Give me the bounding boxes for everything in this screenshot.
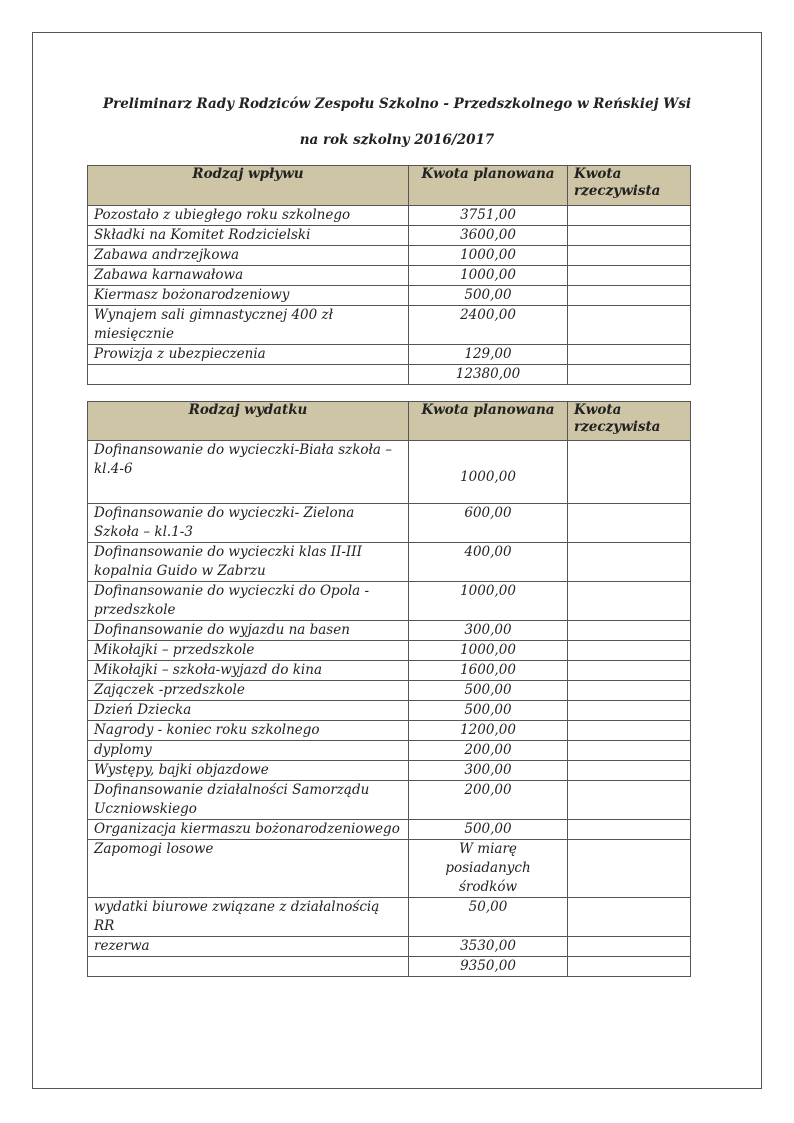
expense-cell-actual	[568, 504, 691, 543]
expense-cell-actual	[568, 898, 691, 937]
income-row	[88, 226, 691, 246]
income-cell-actual	[568, 286, 691, 306]
expense-row	[88, 582, 691, 621]
expense-row	[88, 741, 691, 761]
income-row	[88, 345, 691, 365]
expense-cell-type	[88, 957, 409, 977]
expense-cell-planned: 1000,00	[409, 641, 568, 661]
expense-cell-planned: 400,00	[409, 543, 568, 582]
expense-cell-type: wydatki biurowe związane z działalnością RR	[88, 898, 409, 937]
income-row	[88, 206, 691, 226]
income-cell-type: Zabawa karnawałowa	[88, 266, 409, 286]
expense-cell-actual	[568, 641, 691, 661]
expense-header-row	[88, 402, 691, 441]
income-cell-type: Wynajem sali gimnastycznej 400 zł miesięcznie	[88, 306, 409, 345]
expense-cell-planned: 50,00	[409, 898, 568, 937]
income-row	[88, 286, 691, 306]
income-cell-planned: 1000,00	[409, 246, 568, 266]
expense-row	[88, 504, 691, 543]
expense-row	[88, 721, 691, 741]
income-cell-actual	[568, 306, 691, 345]
income-row	[88, 246, 691, 266]
expense-cell-planned: 200,00	[409, 781, 568, 820]
expense-cell-type: Dofinansowanie do wycieczki klas II-III kopalnia Guido w Zabrzu	[88, 543, 409, 582]
expense-cell-planned: 1200,00	[409, 721, 568, 741]
expense-cell-type: rezerwa	[88, 937, 409, 957]
expense-row	[88, 761, 691, 781]
income-cell-actual	[568, 345, 691, 365]
expense-cell-planned: 500,00	[409, 820, 568, 840]
document-title: Preliminarz Rady Rodziców Zespołu Szkolno - Przedszkolnego w Reńskiej Wsi	[102, 96, 692, 112]
expense-row	[88, 781, 691, 820]
expense-cell-planned: 500,00	[409, 701, 568, 721]
expense-cell-planned: 1600,00	[409, 661, 568, 681]
income-row	[88, 306, 691, 345]
income-cell-actual	[568, 206, 691, 226]
expense-header-actual: Kwota rzeczywista	[568, 402, 691, 441]
expense-row	[88, 441, 691, 504]
expense-row	[88, 621, 691, 641]
income-cell-actual	[568, 246, 691, 266]
income-cell-type: Pozostało z ubiegłego roku szkolnego	[88, 206, 409, 226]
expense-cell-actual	[568, 761, 691, 781]
expense-cell-actual	[568, 661, 691, 681]
income-cell-planned: 3751,00	[409, 206, 568, 226]
income-cell-planned: 3600,00	[409, 226, 568, 246]
expense-row	[88, 701, 691, 721]
expense-cell-actual	[568, 721, 691, 741]
income-cell-planned: 12380,00	[409, 365, 568, 385]
expense-cell-actual	[568, 781, 691, 820]
income-cell-planned: 500,00	[409, 286, 568, 306]
document-subtitle: na rok szkolny 2016/2017	[299, 132, 495, 148]
expense-cell-actual	[568, 957, 691, 977]
expense-cell-actual	[568, 741, 691, 761]
income-header-row	[88, 166, 691, 206]
income-table	[87, 165, 691, 385]
expense-cell-planned: 3530,00	[409, 937, 568, 957]
expense-cell-type: Dzień Dziecka	[88, 701, 409, 721]
expense-cell-type: Dofinansowanie do wyjazdu na basen	[88, 621, 409, 641]
expense-cell-actual	[568, 582, 691, 621]
expense-cell-planned: 200,00	[409, 741, 568, 761]
expense-cell-type: Mikołajki – przedszkole	[88, 641, 409, 661]
income-cell-type	[88, 365, 409, 385]
expense-row	[88, 543, 691, 582]
income-cell-actual	[568, 266, 691, 286]
expense-row	[88, 681, 691, 701]
expense-cell-type: Organizacja kiermaszu bożonarodzeniowego	[88, 820, 409, 840]
income-row	[88, 266, 691, 286]
income-cell-planned: 2400,00	[409, 306, 568, 345]
expense-cell-actual	[568, 543, 691, 582]
income-cell-type: Prowizja z ubezpieczenia	[88, 345, 409, 365]
income-header-actual: Kwota rzeczywista	[568, 166, 691, 206]
income-header-type: Rodzaj wpływu	[88, 166, 409, 206]
expense-row	[88, 937, 691, 957]
income-cell-planned: 129,00	[409, 345, 568, 365]
income-cell-actual	[568, 365, 691, 385]
expense-cell-planned: 500,00	[409, 681, 568, 701]
expense-cell-type: Nagrody - koniec roku szkolnego	[88, 721, 409, 741]
expense-cell-type: Występy, bajki objazdowe	[88, 761, 409, 781]
expense-row	[88, 898, 691, 937]
expense-header-type: Rodzaj wydatku	[88, 402, 409, 441]
expense-table	[87, 401, 691, 977]
expense-cell-actual	[568, 681, 691, 701]
expense-cell-actual	[568, 621, 691, 641]
expense-cell-planned: 9350,00	[409, 957, 568, 977]
income-cell-type: Składki na Komitet Rodzicielski	[88, 226, 409, 246]
expense-cell-planned: 300,00	[409, 761, 568, 781]
expense-cell-actual	[568, 840, 691, 898]
expense-cell-type: Dofinansowanie do wycieczki-Biała szkoła – kl.4-6	[88, 441, 409, 504]
expense-row	[88, 820, 691, 840]
expense-cell-planned: 600,00	[409, 504, 568, 543]
expense-cell-planned: 1000,00	[409, 582, 568, 621]
expense-cell-type: Mikołajki – szkoła-wyjazd do kina	[88, 661, 409, 681]
expense-cell-planned: W miarę posiadanych środków	[409, 840, 568, 898]
expense-cell-type: Dofinansowanie działalności Samorządu Uczniowskiego	[88, 781, 409, 820]
expense-cell-type: dyplomy	[88, 741, 409, 761]
expense-row	[88, 957, 691, 977]
expense-cell-actual	[568, 937, 691, 957]
income-cell-actual	[568, 226, 691, 246]
expense-row	[88, 661, 691, 681]
income-row	[88, 365, 691, 385]
expense-cell-type: Dofinansowanie do wycieczki do Opola - przedszkole	[88, 582, 409, 621]
expense-cell-type: Zajączek -przedszkole	[88, 681, 409, 701]
expense-cell-actual	[568, 820, 691, 840]
expense-row	[88, 641, 691, 661]
income-header-planned: Kwota planowana	[409, 166, 568, 206]
income-cell-planned: 1000,00	[409, 266, 568, 286]
expense-cell-type: Dofinansowanie do wycieczki- Zielona Szkoła – kl.1-3	[88, 504, 409, 543]
expense-cell-planned: 1000,00	[409, 441, 568, 504]
income-cell-type: Kiermasz bożonarodzeniowy	[88, 286, 409, 306]
expense-cell-type: Zapomogi losowe	[88, 840, 409, 898]
expense-cell-actual	[568, 441, 691, 504]
expense-header-planned: Kwota planowana	[409, 402, 568, 441]
expense-cell-actual	[568, 701, 691, 721]
expense-cell-planned: 300,00	[409, 621, 568, 641]
expense-row	[88, 840, 691, 898]
income-cell-type: Zabawa andrzejkowa	[88, 246, 409, 266]
